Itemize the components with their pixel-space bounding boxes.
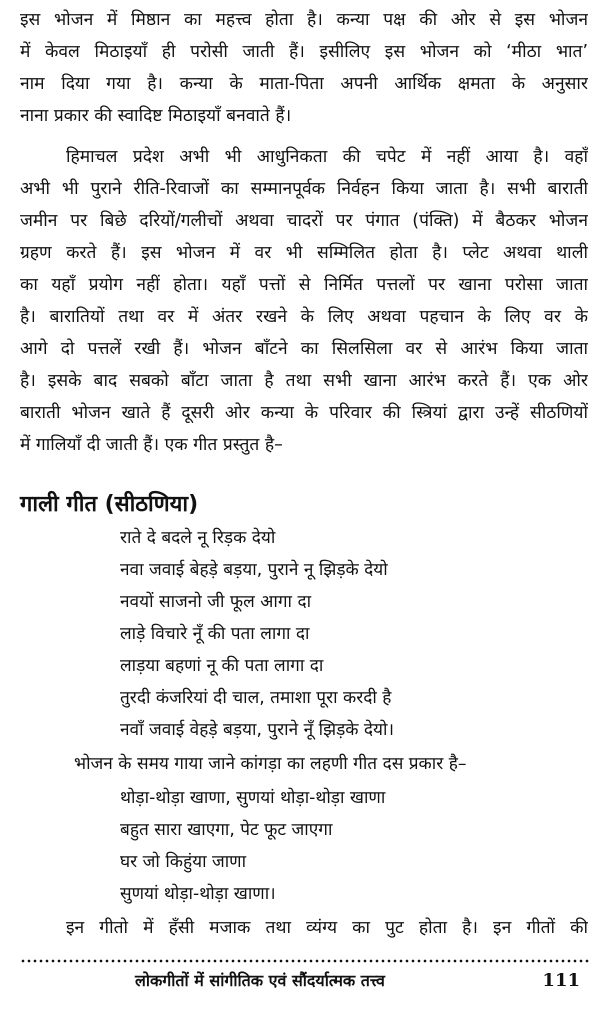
song-verse-line: नवाँ जवाई वेहड़े बड़या, पुराने नूँ झिड़के देयो। xyxy=(120,720,394,740)
paragraph-1-line: नाना प्रकार की स्वादिष्ट मिठाइयाँ बनवाते हैं। xyxy=(20,106,292,126)
paragraph-1-line: इस भोजन में मिष्ठान का महत्त्व होता है। कन्या पक्ष की ओर से इस भोजन xyxy=(20,10,588,30)
paragraph-2-line: ग्रहण करते हैं। इस भोजन में वर भी सम्मिलित होता है। प्लेट अथवा थाली xyxy=(20,243,588,263)
paragraph-2-line: अभी भी पुराने रीति-रिवाजों का सम्मानपूर्वक निर्वहन किया जाता है। सभी बाराती xyxy=(20,179,588,199)
song-verse-line: नवयों साजनो जी फूल आगा दा xyxy=(120,592,312,612)
paragraph-2-line: है। इसके बाद सबको बाँटा जाता है तथा सभी खाना आरंभ करते हैं। एक ओर xyxy=(20,371,588,391)
paragraph-2-line: है। बारातियों तथा वर में अंतर रखने के लिए अथवा पहचान के लिए वर के xyxy=(20,307,588,327)
song-verse-line: लाड़या बहणां नू की पता लागा दा xyxy=(120,656,324,676)
closing-line: इन गीतो में हँसी मजाक तथा व्यंग्य का पुट होता है। इन गीतों की xyxy=(66,918,588,938)
section-heading: गाली गीत (सीठणिया) xyxy=(20,492,199,517)
paragraph-2-line: का यहाँ प्रयोग नहीं होता। यहाँ पत्तों से निर्मित पत्तलों पर खाना परोसा जाता xyxy=(20,275,588,295)
paragraph-2-line: में गालियाँ दी जाती हैं। एक गीत प्रस्तुत है– xyxy=(20,435,283,455)
paragraph-2-line: आगे दो पत्तलें रखी हैं। भोजन बाँटने का सिलसिला वर से आरंभ किया जाता xyxy=(20,339,588,359)
song-verse-line: सुणयां थोड़ा-थोड़ा खाणा। xyxy=(120,884,276,904)
running-footer-title: लोकगीतों में सांगीतिक एवं सौंदर्यात्मक तत्त्व xyxy=(135,971,385,990)
song-verse-line: घर जो किहुंया जाणा xyxy=(120,852,247,872)
paragraph-1-line: नाम दिया गया है। कन्या के माता-पिता अपनी आर्थिक क्षमता के अनुसार xyxy=(20,74,588,94)
page-number: 111 xyxy=(542,970,580,991)
paragraph-2-line: बाराती भोजन खाते हैं दूसरी ओर कन्या के परिवार की स्त्रियां द्वारा उन्हें सीठणियों xyxy=(20,403,588,423)
song-verse-line: तुरदी कंजरियां दी चाल, तमाशा पूरा करदी है xyxy=(120,688,392,708)
song-verse-line: राते दे बदले नू रिड़क देयो xyxy=(120,528,276,548)
paragraph-1-line: में केवल मिठाइयाँ ही परोसी जाती हैं। इसीलिए इस भोजन को ‘मीठा भात’ xyxy=(20,42,588,62)
paragraph-2-line: हिमाचल प्रदेश अभी भी आधुनिकता की चपेट में नहीं आया है। वहाँ xyxy=(66,147,588,167)
song-verse-line: लाड़े विचारे नूँ की पता लागा दा xyxy=(120,624,310,644)
song-verse-line: थोड़ा-थोड़ा खाणा, सुणयां थोड़ा-थोड़ा खाणा xyxy=(120,788,386,808)
song-verse-line: नवा जवाई बेहड़े बड़या, पुराने नू झिड़के देयो xyxy=(120,560,388,580)
song-intro-line: भोजन के समय गाया जाने कांगड़ा का लहणी गीत दस प्रकार है– xyxy=(74,754,467,774)
paragraph-2-line: जमीन पर बिछे दरियों/गलीचों अथवा चादरों पर पंगात (पंक्ति) में बैठकर भोजन xyxy=(20,211,588,231)
footer-divider xyxy=(20,959,590,963)
song-verse-line: बहुत सारा खाएगा, पेट फूट जाएगा xyxy=(120,820,333,840)
